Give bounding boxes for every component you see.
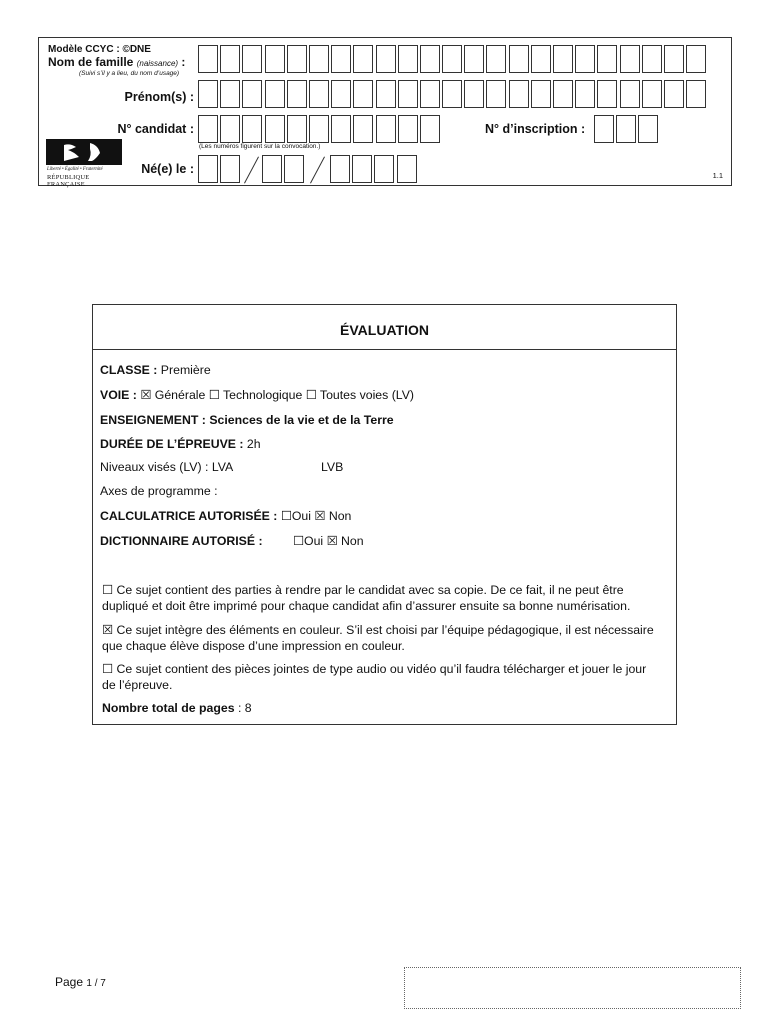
firstname-boxes[interactable]: [198, 80, 708, 108]
date-separator: [244, 157, 259, 184]
surname-subnote: (Suivi s’il y a lieu, du nom d’usage): [79, 70, 180, 77]
notice-media: ☐ Ce sujet contient des pièces jointes de type audio ou vidéo qu’il faudra télécharger et jouer le jour de l’épreuve.: [102, 662, 647, 692]
notice-color: ☒ Ce sujet intègre des éléments en couleur. S’il est choisi par l’équipe pédagogique, il est nécessaire que chaque élève dispose d’une impression en couleur.: [102, 623, 654, 653]
classe-line: CLASSE : Première: [100, 363, 211, 377]
enseignement-line: ENSEIGNEMENT : Sciences de la vie et de la Terre: [100, 413, 394, 427]
notice-copy-return: ☐ Ce sujet contient des parties à rendre par le candidat avec sa copie. De ce fait, il ne peut être dupliqué et doit être imprimé pour chaque candidat afin d’assurer ensuite sa bonne numérisation.: [102, 583, 631, 613]
evaluation-title: ÉVALUATION: [93, 305, 676, 350]
niveaux-line: Niveaux visés (LV) : LVA: [100, 460, 234, 474]
candidate-number-label: N° candidat :: [117, 122, 194, 136]
registration-number-label: N° d’inscription :: [485, 122, 586, 136]
date-separator: [310, 157, 325, 184]
firstname-label: Prénom(s) :: [124, 90, 194, 104]
dictionnaire-value: ☐Oui ☒ Non: [293, 534, 364, 548]
birth-day-boxes[interactable]: [198, 155, 242, 183]
axes-line: Axes de programme :: [100, 484, 218, 498]
dictionnaire-line: DICTIONNAIRE AUTORISÉ :: [100, 534, 263, 548]
duree-line: DURÉE DE L’ÉPREUVE : 2h: [100, 437, 261, 451]
surname-label: Nom de famille (naissance) :: [48, 55, 186, 69]
candidate-number-boxes[interactable]: [198, 115, 442, 143]
candidate-identity-header: [38, 37, 732, 186]
registration-number-boxes[interactable]: [594, 115, 661, 143]
page-number: Page 1 / 7: [55, 975, 106, 989]
version-number: 1.1: [712, 171, 723, 180]
logo-motto: Liberté • Égalité • Fraternité: [47, 167, 103, 172]
footer-box: [404, 967, 741, 1009]
total-pages-line: Nombre total de pages : 8: [102, 701, 252, 715]
birth-month-boxes[interactable]: [262, 155, 306, 183]
voie-line: VOIE : ☒ Générale ☐ Technologique ☐ Toutes voies (LV): [100, 388, 415, 402]
evaluation-box: [92, 304, 677, 725]
numbers-note: (Les numéros figurent sur la convocation.): [199, 143, 321, 150]
niveaux-lvb: LVB: [321, 460, 344, 474]
model-label: Modèle CCYC : ©DNE: [48, 44, 151, 55]
calculatrice-line: CALCULATRICE AUTORISÉE : ☐Oui ☒ Non: [100, 509, 352, 523]
birthdate-label: Né(e) le :: [141, 162, 194, 176]
surname-boxes[interactable]: [198, 45, 708, 73]
birth-year-boxes[interactable]: [330, 155, 419, 183]
logo-name: RÉPUBLIQUE FRANÇAISE: [47, 174, 90, 188]
